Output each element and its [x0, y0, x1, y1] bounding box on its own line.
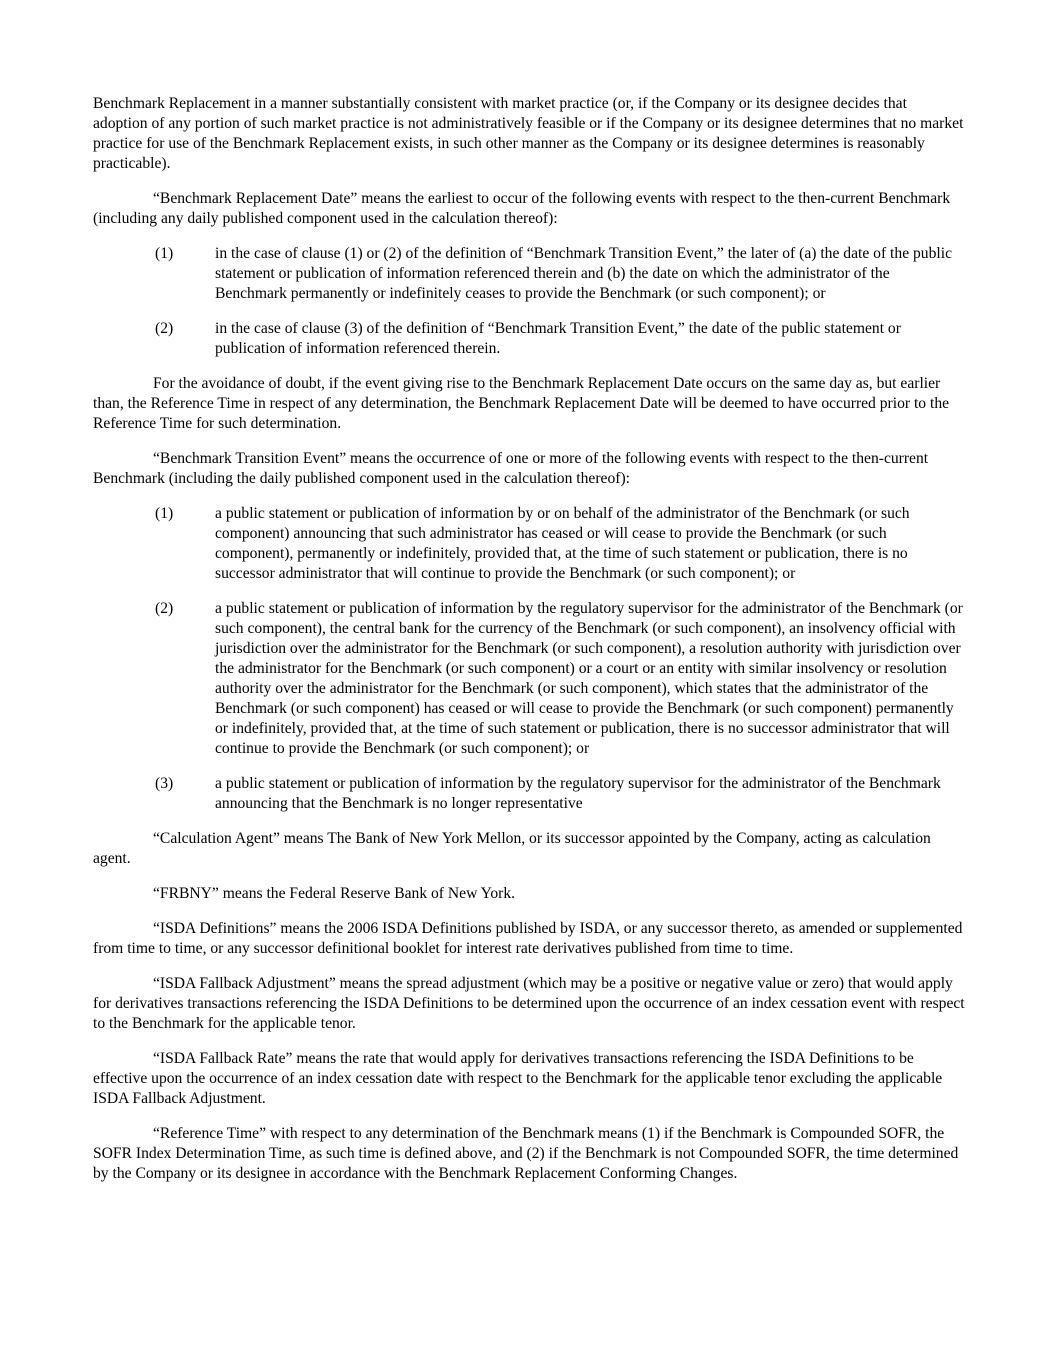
paragraph-isda-definitions: “ISDA Definitions” means the 2006 ISDA Definitions published by ISDA, or any successor thereto, as amended or supplemented from time to time, or any successor definitional booklet for interest rate derivatives published from time to time.	[93, 920, 963, 957]
list-item	[93, 319, 965, 359]
paragraph-benchmark-replacement-cont: Benchmark Replacement in a manner substantially consistent with market practice (or, if the Company or its designee decides that adoption of any portion of such market practice is not administratively feasible or if the Company or its designee determines that no market practice for use of the Benchmark Replacement exists, in such other manner as the Company or its designee determines is reasonably practicable).	[93, 95, 964, 172]
list-text: a public statement or publication of information by the regulatory supervisor for the administrator of the Benchmark (or such component), the central bank for the currency of the Benchmark (or such component), an insolvency official with jurisdiction over the administrator for the Benchmark (or such component), a resolution authority with jurisdiction over the administrator for the Benchmark (or such component) or a court or an entity with similar insolvency or resolution authority over the administrator for the Benchmark (or such component), which states that the administrator of the Benchmark (or such component) has ceased or will cease to provide the Benchmark (or such component) permanently or indefinitely, provided that, at the time of such statement or publication, there is no successor administrator that will continue to provide the Benchmark (or such component); or	[215, 600, 963, 757]
list-text: in the case of clause (1) or (2) of the definition of “Benchmark Transition Event,” the later of (a) the date of the public statement or publication of information referenced therein and (b) the date on which the administrator of the Benchmark permanently or indefinitely ceases to provide the Benchmark (or such component); or	[215, 245, 952, 302]
paragraph-frbny: “FRBNY” means the Federal Reserve Bank of New York.	[153, 885, 516, 902]
list-number: (1)	[155, 505, 174, 522]
list-text: a public statement or publication of information by the regulatory supervisor for the administrator of the Benchmark announcing that the Benchmark is no longer representative	[215, 775, 941, 812]
paragraph-isda-fallback-adjustment: “ISDA Fallback Adjustment” means the spread adjustment (which may be a positive or negative value or zero) that would apply for derivatives transactions referencing the ISDA Definitions to be determined upon the occurrence of an index cessation event with respect to the Benchmark for the applicable tenor.	[93, 975, 965, 1032]
list-number: (2)	[155, 600, 174, 617]
paragraph-isda-fallback-rate: “ISDA Fallback Rate” means the rate that would apply for derivatives transactions referencing the ISDA Definitions to be effective upon the occurrence of an index cessation date with respect to the Benchmark for the applicable tenor excluding the applicable ISDA Fallback Adjustment.	[93, 1050, 943, 1107]
paragraph-benchmark-transition-event: “Benchmark Transition Event” means the occurrence of one or more of the following events with respect to the then-current Benchmark (including the daily published component used in the calculation thereof):	[93, 450, 929, 487]
list-text: in the case of clause (3) of the definition of “Benchmark Transition Event,” the date of the public statement or publication of information referenced therein.	[215, 320, 901, 357]
document-page	[93, 94, 965, 1199]
paragraph-benchmark-replacement-date: “Benchmark Replacement Date” means the earliest to occur of the following events with respect to the then-current Benchmark (including any daily published component used in the calculation thereof):	[93, 190, 951, 227]
paragraph-calculation-agent: “Calculation Agent” means The Bank of New York Mellon, or its successor appointed by the Company, acting as calculation agent.	[93, 830, 931, 867]
list-item	[93, 504, 965, 584]
paragraph-reference-time: “Reference Time” with respect to any determination of the Benchmark means (1) if the Benchmark is Compounded SOFR, the SOFR Index Determination Time, as such time is defined above, and (2) if the Benchmark is not Compounded SOFR, the time determined by the Company or its designee in accordance with the Benchmark Replacement Conforming Changes.	[93, 1125, 959, 1182]
list-number: (3)	[155, 775, 174, 792]
paragraph-avoidance-of-doubt: For the avoidance of doubt, if the event giving rise to the Benchmark Replacement Date occurs on the same day as, but earlier than, the Reference Time in respect of any determination, the Benchmark Replacement Date will be deemed to have occurred prior to the Reference Time for such determination.	[93, 375, 950, 432]
list-item	[93, 599, 965, 759]
list-number: (1)	[155, 245, 174, 262]
list-item	[93, 774, 965, 814]
list-number: (2)	[155, 320, 174, 337]
list-text: a public statement or publication of information by or on behalf of the administrator of the Benchmark (or such component) announcing that such administrator has ceased or will cease to provide the Benchmark (or such component), permanently or indefinitely, provided that, at the time of such statement or publication, there is no successor administrator that will continue to provide the Benchmark (or such component); or	[215, 505, 910, 582]
list-item	[93, 244, 965, 304]
